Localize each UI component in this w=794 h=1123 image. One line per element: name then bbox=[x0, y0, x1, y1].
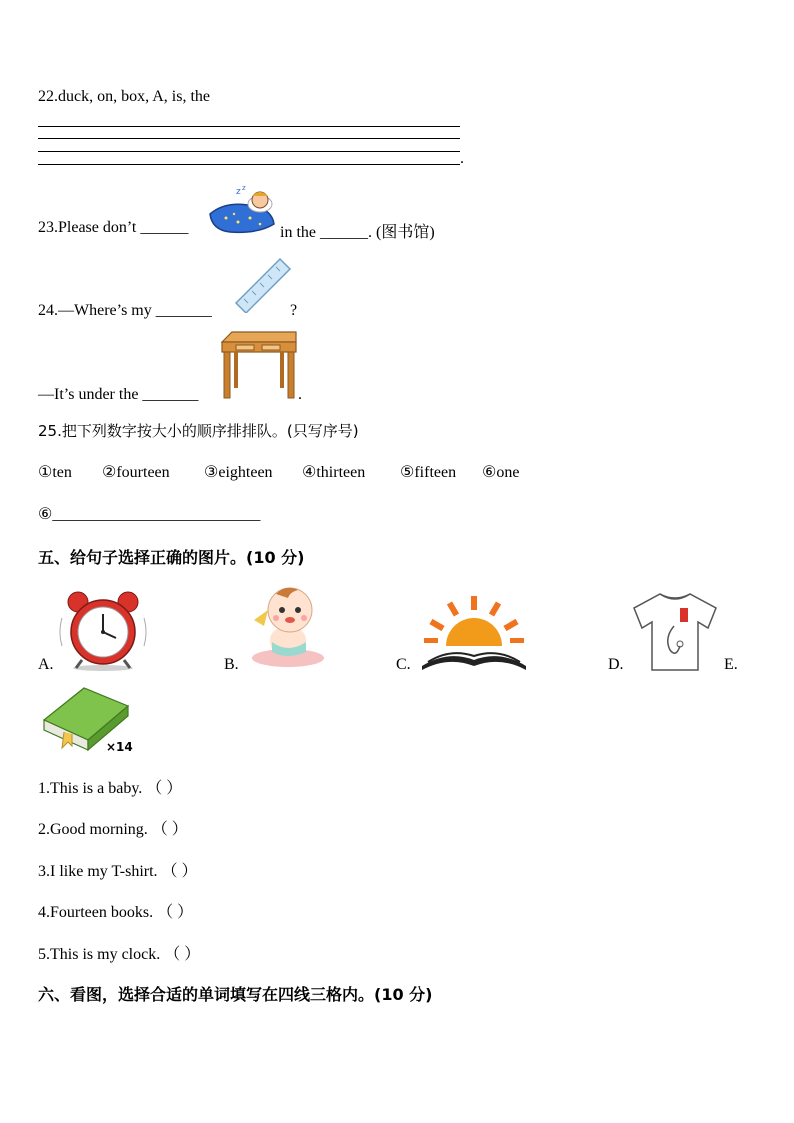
q24-question-mark: ? bbox=[290, 302, 298, 319]
choice-c-letter: C. bbox=[396, 656, 411, 673]
sentence-3[interactable]: 3.I like my T-shirt. （ ） bbox=[38, 863, 198, 880]
q24-line2: —It’s under the _______ bbox=[38, 386, 199, 403]
q22-writing-line-4[interactable] bbox=[38, 164, 460, 165]
green-book-count: ×14 bbox=[106, 740, 133, 754]
sentence-5[interactable]: 5.This is my clock. （ ） bbox=[38, 946, 201, 963]
alarm-clock-icon bbox=[58, 588, 148, 672]
q22-writing-line-3[interactable] bbox=[38, 151, 460, 152]
sunrise-book-icon bbox=[420, 596, 528, 672]
q25-title: 25.把下列数字按大小的顺序排排队。(只写序号) bbox=[38, 422, 359, 440]
q24-line1: 24.—Where’s my _______ bbox=[38, 302, 212, 319]
q24-end-mark: . bbox=[298, 386, 302, 403]
q22-end-mark: . bbox=[460, 150, 464, 167]
section5-heading: 五、给句子选择正确的图片。(10 分) bbox=[38, 548, 305, 567]
sleeping-child-icon bbox=[206, 184, 278, 236]
q23-part2: in the ______. (图书馆) bbox=[280, 224, 435, 241]
t-shirt-icon bbox=[630, 590, 720, 672]
q25-option-4: ④thirteen bbox=[302, 464, 366, 481]
sentence-4[interactable]: 4.Fourteen books. （ ） bbox=[38, 904, 194, 921]
q22-writing-line-2[interactable] bbox=[38, 138, 460, 139]
ruler-icon bbox=[232, 255, 294, 313]
q25-answer-line[interactable]: ⑥__________________________ bbox=[38, 506, 261, 523]
q25-option-3: ③eighteen bbox=[204, 464, 273, 481]
baby-icon bbox=[246, 580, 336, 670]
q22-writing-line-1[interactable] bbox=[38, 126, 460, 127]
q23-part1: 23.Please don’t ______ bbox=[38, 219, 189, 236]
choice-b-letter: B. bbox=[224, 656, 239, 673]
desk-icon bbox=[218, 328, 300, 400]
section6-heading: 六、看图，选择合适的单词填写在四线三格内。(10 分) bbox=[38, 985, 433, 1004]
q25-option-2: ②fourteen bbox=[102, 464, 170, 481]
choice-a-letter: A. bbox=[38, 656, 54, 673]
q25-option-1: ①ten bbox=[38, 464, 72, 481]
choice-e-letter: E. bbox=[724, 656, 738, 673]
choice-d-letter: D. bbox=[608, 656, 624, 673]
q25-option-6: ⑥one bbox=[482, 464, 520, 481]
q22-prompt: 22.duck, on, box, A, is, the bbox=[38, 88, 210, 105]
q25-option-5: ⑤fifteen bbox=[400, 464, 457, 481]
sentence-2[interactable]: 2.Good morning. （ ） bbox=[38, 821, 188, 838]
svg-text:z: z bbox=[242, 184, 246, 192]
sentence-1[interactable]: 1.This is a baby. （ ） bbox=[38, 780, 183, 797]
svg-text:z: z bbox=[236, 187, 241, 197]
